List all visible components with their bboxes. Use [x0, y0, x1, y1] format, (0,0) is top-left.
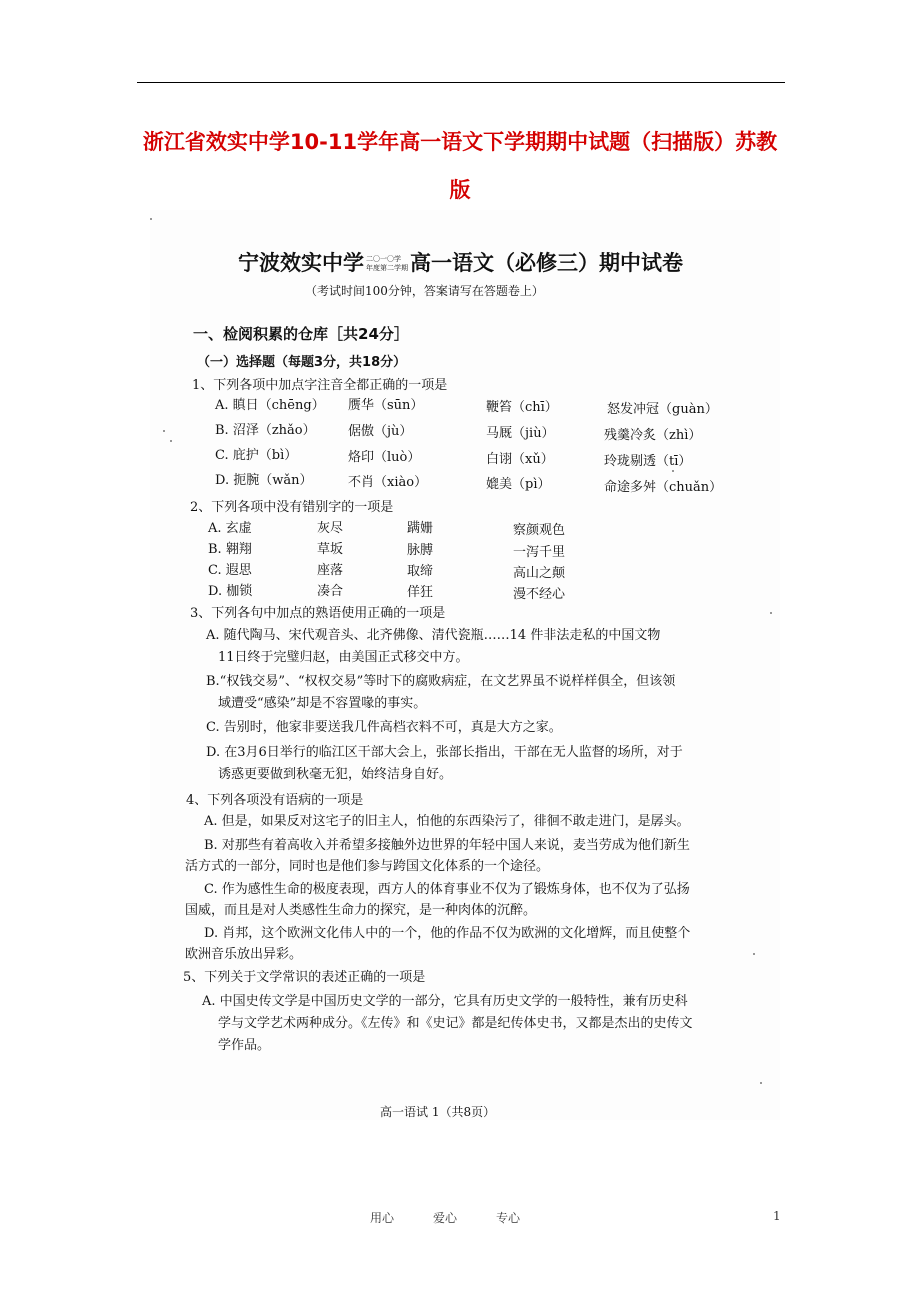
q1-option-d-1: D. 扼腕（wǎn） [215, 473, 313, 488]
q2-option-d-4: 漫不经心 [513, 587, 566, 602]
q1-option-b-1: B. 沼泽（zhǎo） [215, 423, 316, 438]
q3-line: 域遭受“感染”却是不容置喙的事实。 [218, 696, 427, 711]
q3-line: 11日终于完璧归赵，由美国正式移交中方。 [218, 650, 469, 665]
q3-line: D. 在3月6日举行的临江区干部大会上，张部长指出，干部在无人监督的场所，对于 [206, 745, 683, 760]
question-5-stem: 5、下列关于文学常识的表述正确的一项是 [183, 970, 426, 985]
q4-line: 欧洲音乐放出异彩。 [185, 947, 303, 962]
q2-option-a-2: 灰尽 [317, 521, 344, 536]
footer-word: 用心 [370, 1211, 395, 1225]
footer-word: 爱心 [433, 1211, 458, 1225]
q1-option-b-2: 倨傲（jù） [348, 424, 413, 439]
q1-option-b-3: 马厩（jiù） [486, 426, 555, 441]
q1-option-b-4: 残羹冷炙（zhì） [604, 428, 702, 443]
document-title [130, 118, 790, 214]
exam-subtitle: （考试时间100分钟，答案请写在答题卷上） [305, 284, 544, 298]
q4-line: B. 对那些有着高收入并希望多接触外边世界的年轻中国人来说，麦当劳成为他们新生 [204, 838, 690, 853]
q5-line: A. 中国史传文学是中国历史文学的一部分，它具有历史文学的一般特性，兼有历史科 [202, 994, 688, 1009]
footer-word: 专心 [496, 1211, 521, 1225]
q3-line: C. 告别时，他家非要送我几件高档衣料不可，真是大方之家。 [206, 720, 562, 735]
scan-speck [753, 953, 755, 955]
q1-option-c-4: 玲珑剔透（tī） [604, 454, 692, 469]
exam-title [238, 247, 683, 277]
q4-line: D. 肖邦，这个欧洲文化伟人中的一个，他的作品不仅为欧洲的文化增辉，而且使整个 [204, 926, 691, 941]
exam-title-school: 宁波效实中学 [238, 251, 364, 275]
q1-option-c-1: C. 庇护（bì） [215, 448, 298, 463]
question-4-stem: 4、下列各项没有语病的一项是 [186, 793, 364, 808]
q4-line: C. 作为感性生命的极度表现，西方人的体育事业不仅为了锻炼身体，也不仅为了弘扬 [204, 882, 690, 897]
q2-option-c-4: 高山之颠 [513, 566, 566, 581]
scan-speck [163, 430, 165, 432]
scan-speck [672, 470, 674, 472]
subsection-heading: （一）选择题（每题3分，共18分） [197, 355, 407, 370]
q4-line: A. 但是，如果反对这宅子的旧主人，怕他的东西染污了，徘徊不敢走进门，是孱头。 [204, 814, 690, 829]
scan-speck [170, 440, 172, 442]
q2-option-b-2: 草坂 [317, 542, 344, 557]
q3-line: B.“权钱交易”、“权权交易”等时下的腐败病症，在文艺界虽不说样样俱全，但该领 [206, 674, 676, 689]
q5-line: 学作品。 [218, 1038, 271, 1053]
question-3-stem: 3、下列各句中加点的熟语使用正确的一项是 [190, 606, 446, 621]
document-title-line-2: 版 [449, 178, 471, 202]
q2-option-a-3: 蹒姗 [407, 521, 434, 536]
q1-option-a-1: A. 瞋日（chēng） [215, 398, 325, 413]
q2-option-d-2: 凑合 [317, 584, 344, 599]
q2-option-c-2: 座落 [317, 563, 344, 578]
section-heading: 一、检阅积累的仓库［共24分］ [193, 325, 409, 343]
question-2-stem: 2、下列各项中没有错别字的一项是 [190, 500, 394, 515]
scan-speck [150, 218, 152, 220]
q1-option-c-3: 白诩（xǔ） [486, 452, 554, 467]
q3-line: A. 随代陶马、宋代观音头、北齐佛像、清代瓷瓶……14 件非法走私的中国文物 [206, 628, 661, 643]
page-number: 1 [773, 1209, 781, 1223]
header-rule [137, 82, 785, 83]
q3-line: 诱惑更要做到秋毫无犯，始终洁身自好。 [218, 767, 453, 782]
q2-option-d-1: D. 枷锁 [208, 584, 253, 599]
q2-option-a-4: 察颜观色 [513, 523, 566, 538]
document-title-line-1: 浙江省效实中学10-11学年高一语文下学期期中试题（扫描版）苏教 [142, 130, 778, 154]
scan-speck [760, 1082, 762, 1084]
q2-option-d-3: 佯狂 [407, 585, 434, 600]
q1-option-a-3: 鞭笞（chī） [486, 400, 558, 415]
q2-option-b-4: 一泻千里 [513, 545, 566, 560]
q1-option-d-4: 命途多舛（chuǎn） [604, 480, 723, 495]
q4-line: 国威，而且是对人类感性生命力的探究，是一种肉体的沉醉。 [185, 903, 537, 918]
q2-option-a-1: A. 玄虚 [208, 521, 252, 536]
q2-option-b-1: B. 翱翔 [208, 542, 252, 557]
q1-option-c-2: 烙印（luò） [348, 450, 421, 465]
scan-page-footer: 高一语试 1（共8页） [380, 1105, 496, 1119]
q4-line: 活方式的一部分，同时也是他们参与跨国文化体系的一个途径。 [185, 859, 550, 874]
q2-option-b-3: 脉膊 [407, 543, 434, 558]
q2-option-c-1: C. 遐思 [208, 563, 252, 578]
exam-title-year: 二〇一〇学 年度第二学期 [366, 255, 408, 272]
question-1-stem: 1、下列各项中加点字注音全都正确的一项是 [192, 378, 448, 393]
q2-option-c-3: 取缔 [407, 564, 434, 579]
q1-option-d-3: 媲美（pì） [486, 477, 551, 492]
scan-speck [770, 612, 772, 614]
exam-title-subject: 高一语文（必修三）期中试卷 [410, 251, 683, 275]
q1-option-a-4: 怒发冲冠（guàn） [607, 402, 718, 417]
q1-option-d-2: 不肖（xiào） [348, 475, 428, 490]
q5-line: 学与文学艺术两种成分。《左传》和《史记》都是纪传体史书，又都是杰出的史传文 [218, 1016, 693, 1031]
q1-option-a-2: 赝华（sūn） [348, 398, 424, 413]
